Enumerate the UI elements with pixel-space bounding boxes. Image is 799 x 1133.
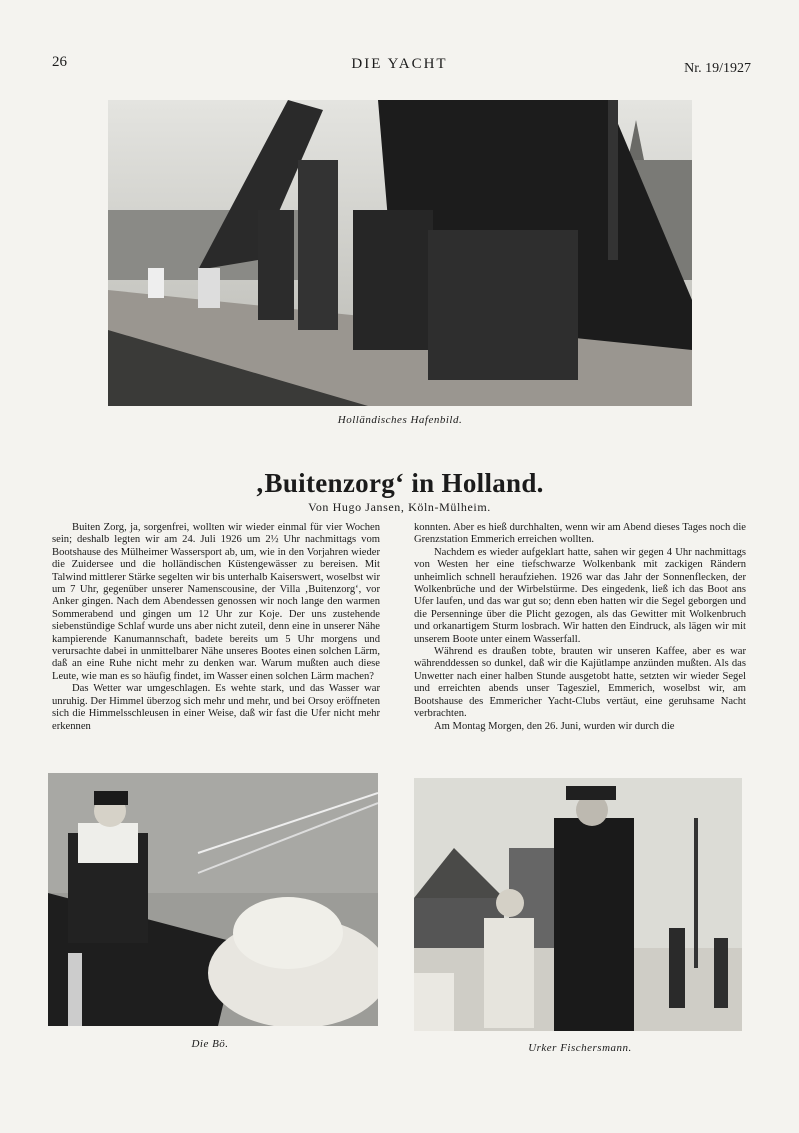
- paragraph: Am Montag Morgen, den 26. Juni, wurden wir durch die: [434, 720, 675, 732]
- article-column-left: [52, 522, 380, 733]
- harbor-photo: [108, 100, 692, 406]
- boat-caption: Die Bö.: [191, 1038, 229, 1050]
- magazine-title: DIE YACHT: [351, 56, 448, 72]
- fisherman-photo: [414, 778, 742, 1031]
- page-number: 26: [52, 54, 67, 70]
- harbor-caption: Holländisches Hafenbild.: [337, 414, 463, 426]
- paragraph: Während es draußen tobte, brauten wir unseren Kaffee, aber es war währenddessen so dunkel, daß wir die Kajütlampe anzünden mußten. Als das Unwetter nach einer halben Stunde ausgetobt hatte, setzten wir wieder Segel und erreichten abends unser Tagesziel, Emmerich, woselbst wir, am Bootshause des Emmericher Yacht-Clubs vertäut, eine geruhsame Nacht verbrachten.: [414, 646, 746, 720]
- paragraph: Nachdem es wieder aufgeklart hatte, sahen wir gegen 4 Uhr nachmittags von Westen her eine tiefschwarze Wolkenbank mit zackigen Rändern unheimlich schnell heraufziehen. 1926 war das Jahr der Sonnenflecken, der Wolkenbrüche und der Wirbelstürme. Des eingedenk, ließ ich das Boot ans Ufer laufen, und das war gut so; denn eben hatten wir die Segel geborgen und die Persenninge über die Plicht gezogen, als das Gewitter mit Wolkenbruch und orkanartigem Sturm losbrach. Wir hatten den Eindruck, als lägen wir mit unserem Boote unter einem Wasserfall.: [414, 546, 746, 645]
- issue-number: Nr. 19/1927: [684, 61, 751, 76]
- paragraph: Buiten Zorg, ja, sorgenfrei, wollten wir wieder einmal für vier Wochen sein; deshalb legten wir am 24. Juli 1926 um 2½ Uhr nachmittags vom Bootshause des Mülheimer Wassersport ab, um, wie in den Vorjahren wieder die Zuidersee und die holländischen Küstengewässer zu bereisen. Mit Talwind mittlerer Stärke segelten wir bis unterhalb Kaiserswert, woselbst wir um 7 Uhr, gegenüber unserer Namenscousine, der Villa ‚Buitenzorg‘, vor Anker gingen. Nach dem Abendessen genossen wir noch lange den warmen Sommerabend und gingen um 12 Uhr zur Koje. Der uns zustehende siebenstündige Schlaf wurde uns aber nicht zuteil, denn eine in unserer Nähe kampierende Kanumannschaft, badete bereits um 5 Uhr morgens und verursachte dabei in unmittelbarer Nähe unseres Bootes einen solchen Lärm, daß an eine Ruhe nicht mehr zu denken war. Warum mußten auch diese Leute, wie man es so häufig findet, im Wasser einen solchen Lärm machen?: [52, 522, 380, 682]
- boat-photo: [48, 773, 378, 1026]
- article-byline: Von Hugo Jansen, Köln-Mülheim.: [308, 500, 491, 514]
- paragraph: Das Wetter war umgeschlagen. Es wehte stark, und das Wasser war unruhig. Der Himmel überzog sich mehr und mehr, und bei Orsoy eröffneten sich die Himmelsschleusen in einer Weise, daß wir fast die Ufer nicht mehr erkennen: [52, 683, 380, 732]
- article-title: ‚Buitenzorg‘ in Holland.: [255, 468, 544, 498]
- fisherman-caption: Urker Fischersmann.: [528, 1042, 632, 1054]
- article-column-right: [414, 522, 746, 733]
- paragraph: konnten. Aber es hieß durchhalten, wenn wir am Abend dieses Tages noch die Grenzstation Emmerich erreichen wollten.: [414, 522, 746, 546]
